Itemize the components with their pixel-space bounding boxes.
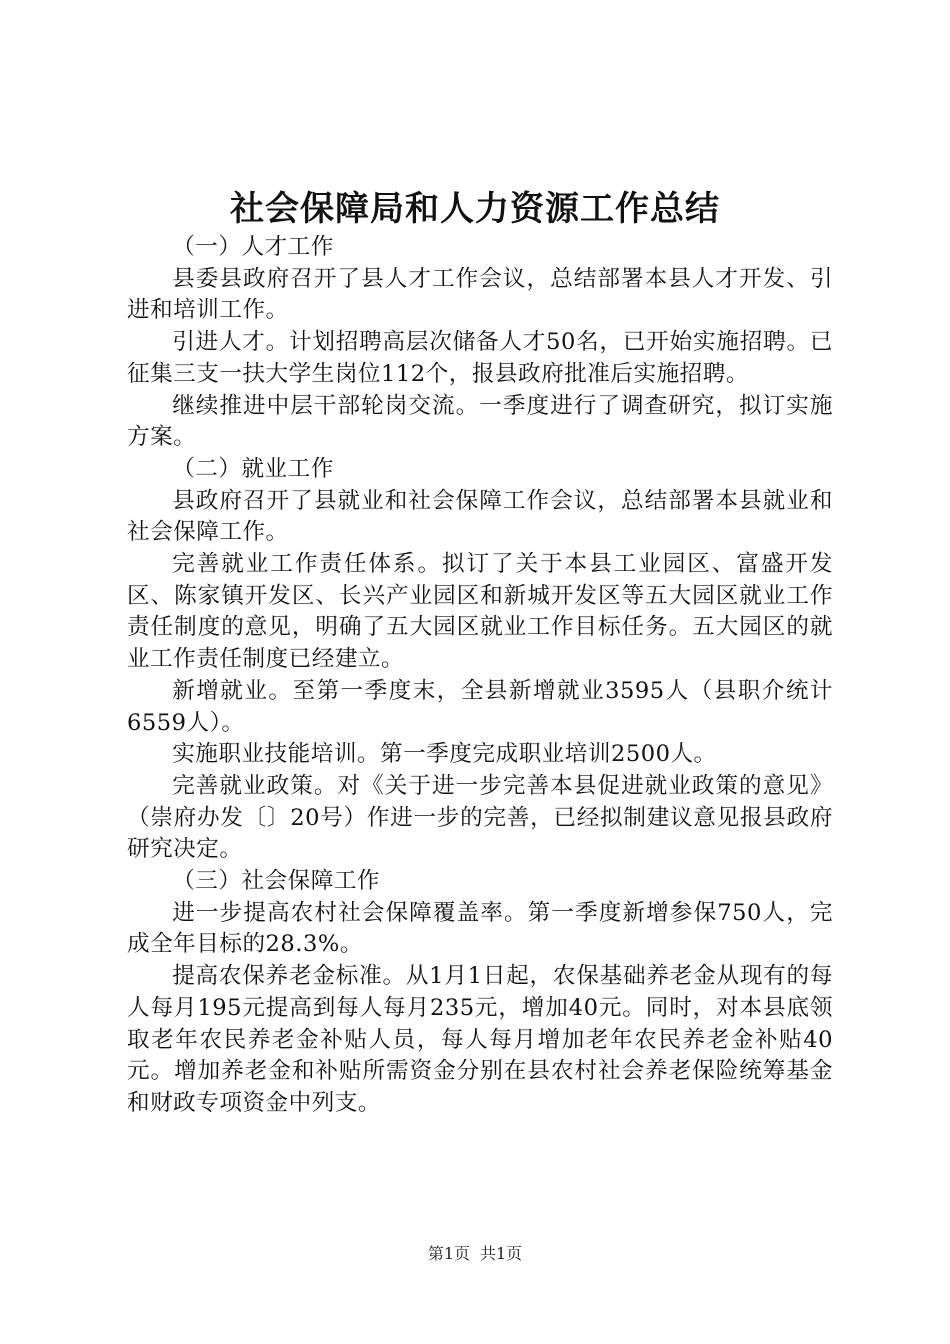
paragraph: 引进人才。计划招聘高层次储备人才50名，已开始实施招聘。已征集三支一扶大学生岗位112个，报县政府批准后实施招聘。 — [127, 329, 833, 387]
paragraph: 继续推进中层干部轮岗交流。一季度进行了调查研究，拟订实施方案。 — [127, 392, 833, 451]
paragraph: 县委县政府召开了县人才工作会议，总结部署本县人才开发、引进和培训工作。 — [127, 265, 833, 324]
paragraph: 提高农保养老金标准。从1月1日起，农保基础养老金从现有的每人每月195元提高到每人每月235元，增加40元。同时，对本县底领取老年农民养老金补贴人员，每人每月增加老年农民养老金补贴40元。增加养老金和补贴所需资金分别在县农村社会养老保险统筹基金和财政专项资金中列支。 — [127, 963, 833, 1116]
paragraph: 完善就业政策。对《关于进一步完善本县促进就业政策的意见》（崇府办发〔〕20号）作进一步的完善，已经拟制建议意见报县政府研究决定。 — [127, 772, 833, 863]
page-footer — [0, 1243, 950, 1265]
document-body — [127, 232, 833, 1120]
paragraph: 县政府召开了县就业和社会保障工作会议，总结部署本县就业和社会保障工作。 — [127, 487, 833, 546]
paragraph: 实施职业技能培训。第一季度完成职业培训2500人。 — [172, 741, 717, 768]
section-heading-social-security: （三）社会保障工作 — [172, 868, 381, 895]
section-heading-employment: （二）就业工作 — [172, 455, 334, 482]
paragraph: 完善就业工作责任体系。拟订了关于本县工业园区、富盛开发区、陈家镇开发区、长兴产业园区和新城开发区等五大园区就业工作责任制度的意见，明确了五大园区就业工作目标任务。五大园区的就业工作责任制度已经建立。 — [127, 551, 833, 673]
paragraph: 新增就业。至第一季度末，全县新增就业3595人（县职介统计6559人）。 — [127, 677, 833, 736]
page-total: 共1页 — [480, 1244, 523, 1263]
document-title: 社会保障局和人力资源工作总结 — [230, 189, 720, 229]
section-heading-talent: （一）人才工作 — [172, 234, 334, 260]
paragraph: 进一步提高农村社会保障覆盖率。第一季度新增参保750人，完成全年目标的28.3%。 — [127, 899, 833, 958]
page-number: 第1页 — [427, 1244, 470, 1263]
